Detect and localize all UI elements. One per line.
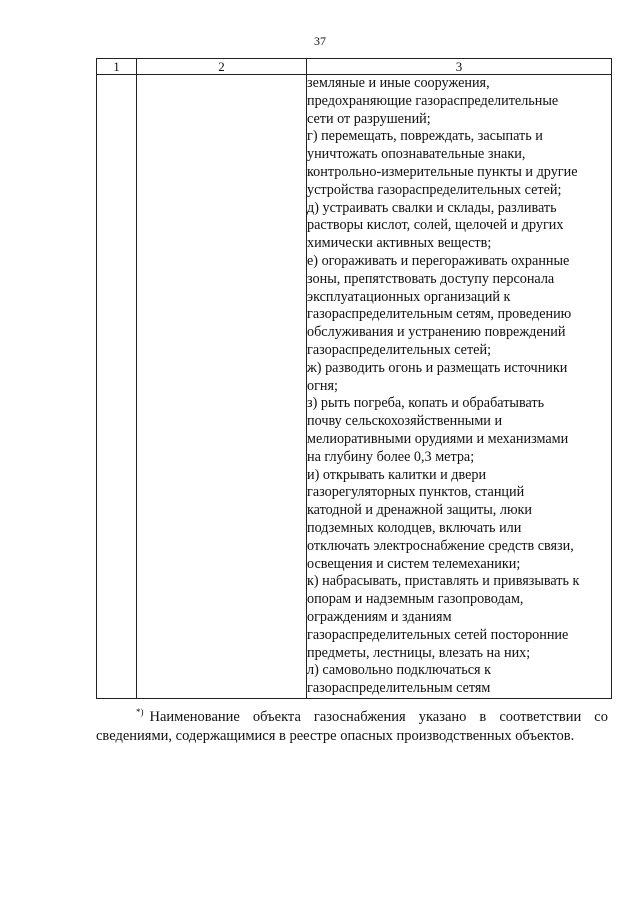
column-header-3: 3 [307,59,612,75]
footnote-marker: *) [136,707,144,718]
text-line: г) перемещать, повреждать, засыпать и [307,128,543,145]
text-line: предметы, лестницы, влезать на них; [307,644,531,661]
column-header-2: 2 [137,59,307,75]
text-line: д) устраивать свалки и склады, разливать [307,199,557,216]
text-line: опорам и надземным газопроводам, [307,591,524,608]
table-cell-col1 [97,75,137,699]
text-line: и) открывать калитки и двери [307,466,487,483]
document-table [96,58,612,699]
text-line: предохраняющие газораспределительные [307,92,559,109]
text-line: л) самовольно подключаться к [307,662,492,679]
text-line: мелиоративными орудиями и механизмами [307,430,569,447]
column-header-1: 1 [97,59,137,75]
text-line: газорегуляторных пунктов, станций [307,484,525,501]
text-line: газораспределительных сетей; [307,341,492,358]
text-line: химически активных веществ; [307,235,492,252]
footnote-text-1: Наименование объекта газоснабжения указано в соответствии со [149,709,608,725]
text-line: на глубину более 0,3 метра; [307,448,475,465]
text-line: устройства газораспределительных сетей; [307,181,562,198]
text-line: газораспределительным сетям [307,680,491,697]
text-line: газораспределительным сетям, проведению [307,306,572,323]
page-number: 37 [314,34,326,48]
text-line: е) огораживать и перегораживать охранные [307,252,570,269]
text-line: катодной и дренажной защиты, люки [307,502,533,519]
text-line: растворы кислот, солей, щелочей и других [307,217,564,234]
text-line: уничтожать опознавательные знаки, [307,146,526,163]
table-cell-col2 [137,75,307,699]
text-line: контрольно-измерительные пункты и другие [307,163,578,180]
text-line: обслуживания и устранению повреждений [307,324,566,341]
text-line: огня; [307,377,338,394]
table-cell-col3 [307,75,612,699]
text-line: отключать электроснабжение средств связи, [307,537,574,554]
footnote [96,708,608,746]
text-line: освещения и систем телемеханики; [307,555,521,572]
text-line: ж) разводить огонь и размещать источники [307,359,568,376]
footnote-line-2: сведениями, содержащимися в реестре опасных производственных объектов. [96,728,575,744]
text-line: эксплуатационных организаций к [307,288,511,305]
text-line: зоны, препятствовать доступу персонала [307,270,555,287]
text-line: к) набрасывать, приставлять и привязывать к [307,573,580,590]
text-line: сети от разрушений; [307,110,431,127]
text-line: ограждениям и зданиям [307,608,452,625]
text-line: почву сельскохозяйственными и [307,413,503,430]
table-row [97,75,612,699]
text-line: з) рыть погреба, копать и обрабатывать [307,395,545,412]
text-line: земляные и иные сооружения, [307,75,490,91]
table-header-row [97,59,612,75]
text-line: газораспределительных сетей посторонние [307,626,569,643]
footnote-line-1 [96,708,608,727]
text-line: подземных колодцев, включать или [307,519,522,536]
